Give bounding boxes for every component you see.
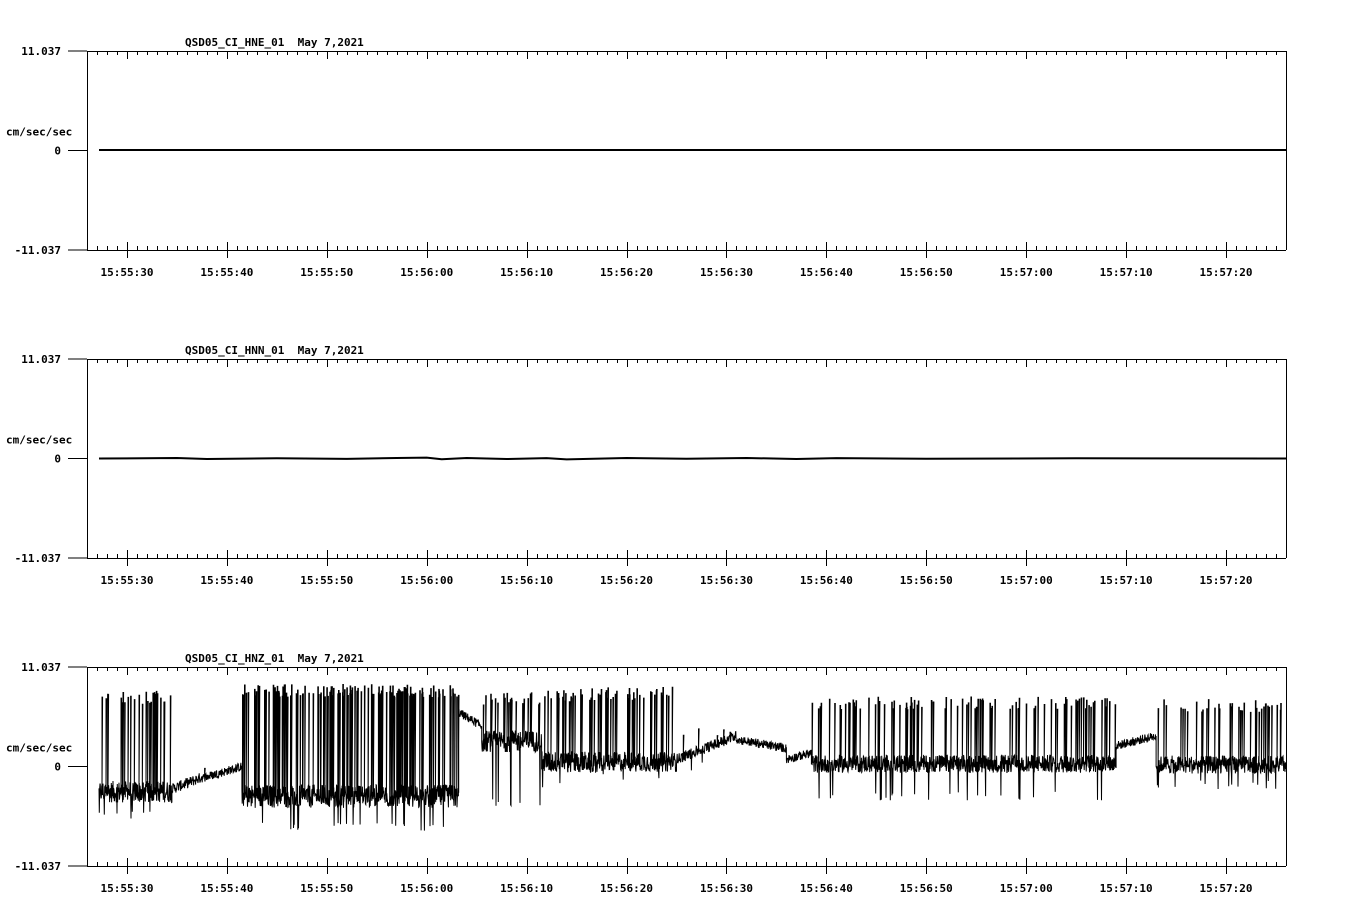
x-tick-label: 15:57:00 xyxy=(999,266,1053,279)
x-tick-label: 15:55:40 xyxy=(200,574,254,587)
x-tick-label: 15:55:50 xyxy=(300,882,354,895)
seismogram-panel-hne xyxy=(6,36,1287,279)
x-tick-label: 15:57:10 xyxy=(1099,266,1153,279)
x-tick-label: 15:56:40 xyxy=(799,574,853,587)
panel-title: QSD05_CI_HNZ_01 May 7,2021 xyxy=(185,652,364,665)
x-tick-label: 15:57:10 xyxy=(1099,574,1153,587)
x-tick-label: 15:56:00 xyxy=(400,266,454,279)
x-tick-label: 15:56:20 xyxy=(600,574,654,587)
y-axis-label: cm/sec/sec xyxy=(6,741,73,755)
x-tick-label: 15:56:50 xyxy=(899,266,953,279)
x-tick-label: 15:55:30 xyxy=(100,882,154,895)
x-tick-label: 15:56:40 xyxy=(799,266,853,279)
x-tick-label: 15:56:50 xyxy=(899,882,953,895)
x-tick-label: 15:55:50 xyxy=(300,266,354,279)
seismogram-panel-hnn xyxy=(6,344,1287,587)
x-tick-label: 15:55:50 xyxy=(300,574,354,587)
y-tick-label: 0 xyxy=(54,144,61,158)
x-tick-label: 15:57:20 xyxy=(1199,266,1253,279)
panel-title: QSD05_CI_HNE_01 May 7,2021 xyxy=(185,36,364,49)
x-tick-label: 15:56:00 xyxy=(400,574,454,587)
y-tick-label: -11.037 xyxy=(14,244,61,257)
x-tick-label: 15:57:00 xyxy=(999,574,1053,587)
x-tick-label: 15:55:30 xyxy=(100,574,154,587)
x-tick-label: 15:57:20 xyxy=(1199,574,1253,587)
x-tick-label: 15:56:30 xyxy=(699,882,753,895)
y-tick-label: -11.037 xyxy=(14,552,61,565)
y-tick-label: 0 xyxy=(54,760,61,774)
x-tick-label: 15:56:20 xyxy=(600,266,654,279)
x-tick-label: 15:55:40 xyxy=(200,882,254,895)
x-tick-label: 15:56:00 xyxy=(400,882,454,895)
panel-title: QSD05_CI_HNN_01 May 7,2021 xyxy=(185,344,364,357)
x-tick-label: 15:57:00 xyxy=(999,882,1053,895)
x-tick-label: 15:56:10 xyxy=(500,882,554,895)
y-tick-label: 11.037 xyxy=(21,45,61,58)
waveform-trace xyxy=(99,685,1286,831)
x-tick-label: 15:55:30 xyxy=(100,266,154,279)
x-tick-label: 15:56:20 xyxy=(600,882,654,895)
x-tick-label: 15:56:10 xyxy=(500,574,554,587)
y-axis-label: cm/sec/sec xyxy=(6,125,73,139)
seismogram-panel-hnz xyxy=(6,652,1287,895)
x-tick-label: 15:56:10 xyxy=(500,266,554,279)
x-tick-label: 15:56:40 xyxy=(799,882,853,895)
y-tick-label: -11.037 xyxy=(14,860,61,873)
x-tick-label: 15:56:30 xyxy=(699,574,753,587)
x-tick-label: 15:56:50 xyxy=(899,574,953,587)
y-tick-label: 11.037 xyxy=(21,353,61,366)
x-tick-label: 15:57:10 xyxy=(1099,882,1153,895)
y-tick-label: 11.037 xyxy=(21,661,61,674)
x-tick-label: 15:57:20 xyxy=(1199,882,1253,895)
x-tick-label: 15:56:30 xyxy=(699,266,753,279)
waveform-trace xyxy=(99,458,1286,460)
y-axis-label: cm/sec/sec xyxy=(6,433,73,447)
y-tick-label: 0 xyxy=(54,452,61,466)
x-tick-label: 15:55:40 xyxy=(200,266,254,279)
